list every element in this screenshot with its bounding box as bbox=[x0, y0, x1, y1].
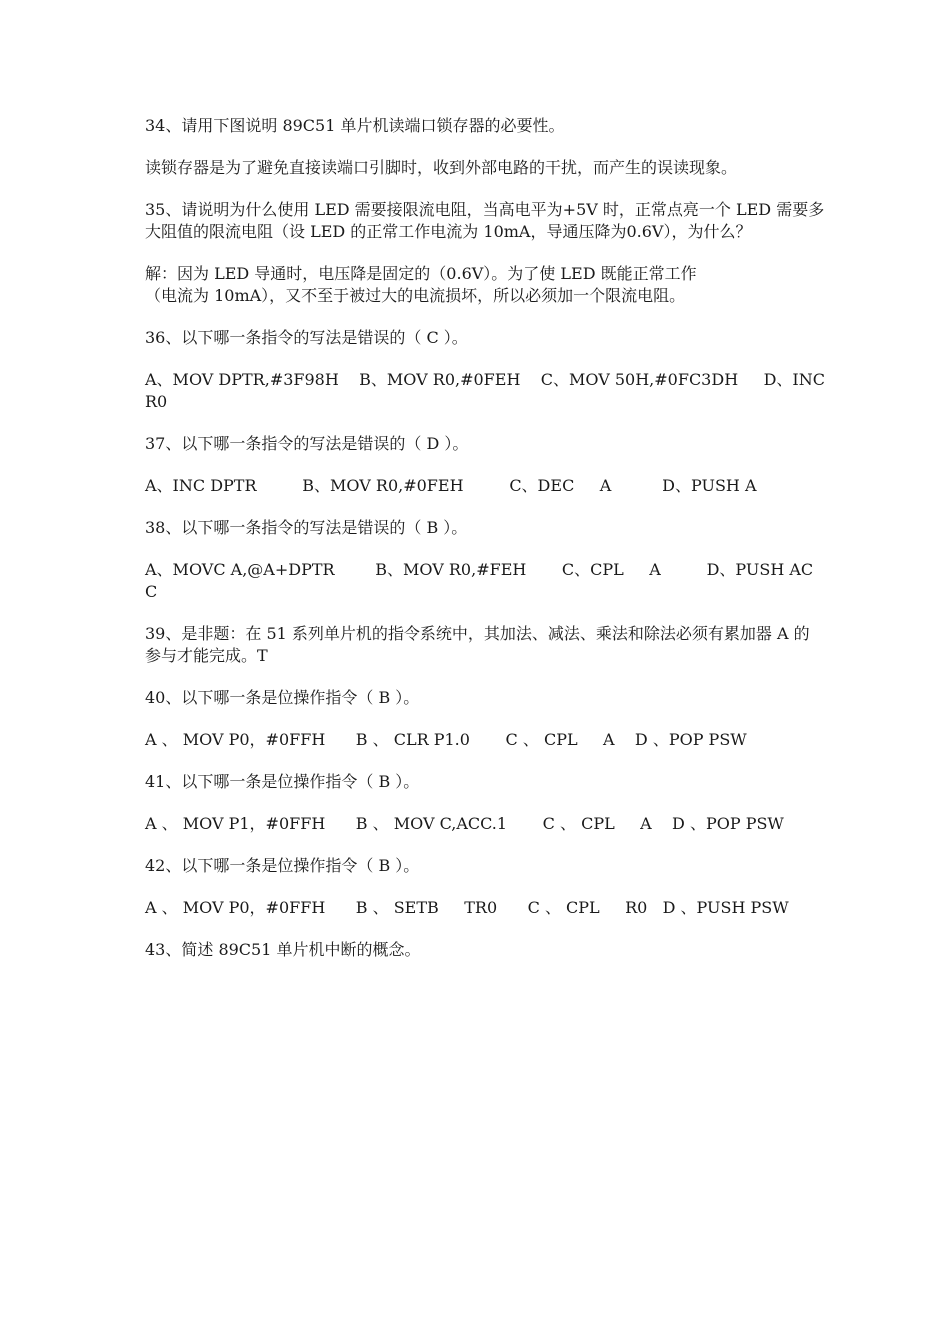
question-41: 41、以下哪一条是位操作指令（ B ）。 bbox=[145, 772, 420, 791]
document-body bbox=[145, 115, 831, 981]
options-40: A 、 MOV P0，#0FFH B 、 CLR P1.0 C 、 CPL A D 、POP PSW bbox=[145, 730, 747, 749]
question-39: 39、是非题：在 51 系列单片机的指令系统中，其加法、减法、乘法和除法必须有累加器 A 的参与才能完成。T bbox=[145, 624, 810, 665]
answer-34: 读锁存器是为了避免直接读端口引脚时，收到外部电路的干扰，而产生的误读现象。 bbox=[145, 158, 738, 177]
question-37: 37、以下哪一条指令的写法是错误的（ D ）。 bbox=[145, 434, 469, 453]
question-36: 36、以下哪一条指令的写法是错误的（ C ）。 bbox=[145, 328, 468, 347]
question-40: 40、以下哪一条是位操作指令（ B ）。 bbox=[145, 688, 420, 707]
options-36: A、MOV DPTR,#3F98H B、MOV R0,#0FEH C、MOV 50H,#0FC3DH D、INC R0 bbox=[145, 370, 831, 411]
options-38: A、MOVC A,@A+DPTR B、MOV R0,#FEH C、CPL A D、PUSH ACC bbox=[145, 560, 814, 601]
answer-35: 解：因为 LED 导通时，电压降是固定的（0.6V）。为了使 LED 既能正常工作 （电流为 10mA），又不至于被过大的电流损坏，所以必须加一个限流电阻。 bbox=[145, 264, 697, 305]
question-35: 35、请说明为什么使用 LED 需要接限流电阻，当高电平为+5V 时，正常点亮一个 LED 需要多大阻值的限流电阻（设 LED 的正常工作电流为 10mA，导通压降为0.6V），为什么？ bbox=[145, 200, 825, 241]
options-42: A 、 MOV P0，#0FFH B 、 SETB TR0 C 、 CPL R0 D 、PUSH PSW bbox=[145, 898, 789, 917]
options-37: A、INC DPTR B、MOV R0,#0FEH C、DEC A D、PUSH A bbox=[145, 476, 757, 495]
question-34: 34、请用下图说明 89C51 单片机读端口锁存器的必要性。 bbox=[145, 116, 565, 135]
question-42: 42、以下哪一条是位操作指令（ B ）。 bbox=[145, 856, 420, 875]
options-41: A 、 MOV P1，#0FFH B 、 MOV C,ACC.1 C 、 CPL A D 、POP PSW bbox=[145, 814, 784, 833]
question-43: 43、简述 89C51 单片机中断的概念。 bbox=[145, 940, 421, 959]
question-38: 38、以下哪一条指令的写法是错误的（ B ）。 bbox=[145, 518, 468, 537]
